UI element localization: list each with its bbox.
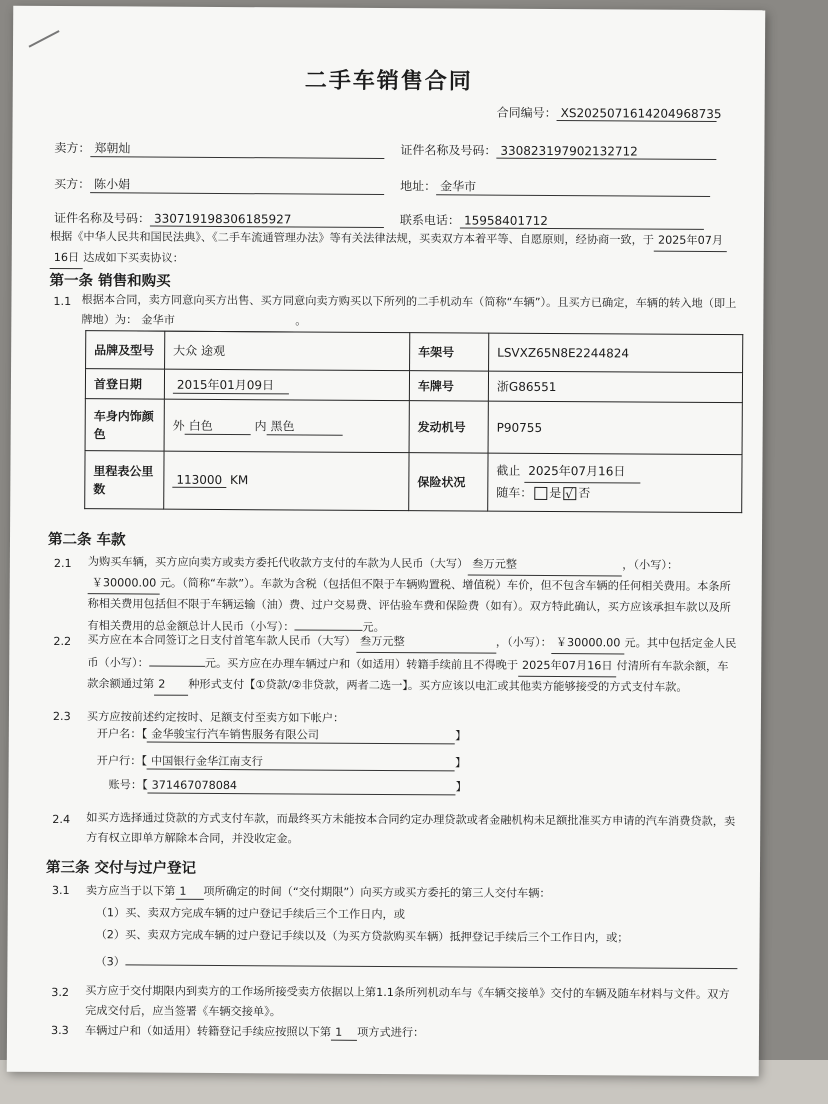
- vehicle-table: [84, 330, 743, 513]
- clause-3-1: 卖方应当于以下第 1 项所确定的时间（“交付期限”）向买方或买方委托的第三人交付车辆：: [85, 884, 551, 901]
- plate-value: 浙G86551: [488, 371, 742, 403]
- first-payment-amount: ￥30000.00: [552, 633, 625, 654]
- brand-label: 品牌及型号: [86, 331, 165, 369]
- account-name-row: 开户名：【 金华骏宝行汽车销售服务有限公司 】: [96, 727, 467, 743]
- first-payment-in-words: 叁万元整: [356, 632, 496, 654]
- delivery-option: 1: [175, 885, 203, 900]
- payment-option: 2: [154, 675, 188, 696]
- article-2-heading: 第二条 车款: [47, 531, 126, 549]
- sign-date-month: 2025年07月: [654, 231, 727, 252]
- document-title: 二手车销售合同: [304, 68, 473, 95]
- delivery-option-3-blank: [125, 950, 737, 969]
- color-label: 车身内饰颜色: [85, 399, 164, 451]
- article-1-heading: 第一条 销售和购买: [49, 272, 171, 290]
- mileage-cell: 113000 KM: [164, 451, 409, 510]
- clause-2-4-number: 2.4: [52, 812, 71, 827]
- clause-1-1-number: 1.1: [53, 294, 72, 309]
- buyer-id-number: 330719198306185927: [150, 212, 384, 228]
- clause-3-3: 车辆过户和（如适用）转籍登记手续应按照以下第 1 项方式进行：: [84, 1024, 425, 1040]
- seller-id-field: 证件名称及号码： 330823197902132712: [400, 141, 716, 160]
- contract-number-value: XS2025071614204968735: [557, 106, 717, 122]
- clause-2-3-number: 2.3: [52, 709, 71, 724]
- clause-3-2-number: 3.2: [51, 985, 70, 1000]
- delivery-option-2: （2）买、卖双方完成车辆的过户登记手续以及（为买方贷款购买车辆）抵押登记手续后三个工作日内，或；: [95, 928, 629, 945]
- account-number-row: 账号：【 371467078084 】: [108, 778, 467, 794]
- deposit-blank: [149, 652, 205, 667]
- seller-name: 郑朝灿: [90, 139, 384, 159]
- clause-3-1-number: 3.1: [51, 883, 70, 898]
- contract-number: 合同编号： XS2025071614204968735: [496, 105, 722, 122]
- sign-date-day: 16日: [50, 248, 84, 269]
- seller-id-number: 330823197902132712: [496, 144, 716, 160]
- brand-value: 大众 途观: [165, 331, 410, 370]
- clause-3-2: 买方应于交付期限内到卖方的工作场所接受卖方依据以上第1.1条所列机动车与《车辆交接单》交付的车辆及随车材料与文件。双方完成交付后，应当签署《车辆交接单》。: [85, 984, 730, 1019]
- transfer-option: 1: [331, 1026, 357, 1041]
- interior-color: 黑色: [267, 417, 343, 435]
- insurance-label: 保险状况: [409, 453, 488, 511]
- pen-mark: [29, 30, 60, 48]
- vin-label: 车架号: [410, 333, 489, 371]
- account-number: 371467078084: [148, 779, 456, 796]
- exterior-color: 白色: [185, 416, 251, 434]
- clause-1-1: 根据本合同，卖方同意向买方出售、买方同意向卖方购买以下所列的二手机动车（简称“车辆”）。且买方已确定，车辆的转入地（即上牌地）为： 金华市 。: [81, 290, 743, 335]
- clause-3-3-number: 3.3: [50, 1023, 69, 1038]
- delivery-option-1: （1）买、卖双方完成车辆的过户登记手续后三个工作日内，或: [95, 906, 405, 922]
- bank-name: 中国银行金华江南支行: [147, 753, 455, 772]
- engine-label: 发动机号: [409, 401, 488, 453]
- bank-row: 开户行：【 中国银行金华江南支行 】: [96, 754, 467, 770]
- insurance-until: 2025年07月16日: [524, 461, 640, 484]
- follow-yes-checkbox[interactable]: [534, 487, 547, 500]
- vin-value: LSVXZ65N8E2244824: [489, 333, 743, 373]
- regdate-cell: [164, 369, 409, 400]
- regdate-label: 首登日期: [85, 369, 164, 399]
- follow-no-checkbox[interactable]: [563, 487, 576, 500]
- address-field: 地址： 金华市: [400, 177, 710, 197]
- mileage-value: 113000: [172, 473, 226, 488]
- delivery-option-3: （3）: [95, 950, 737, 973]
- insurance-cell: 截止 2025年07月16日 随车： 是√ 否: [488, 453, 742, 513]
- clause-2-2: 买方应在本合同签订之日支付首笔车款人民币（大写） 叁万元整 ，（小写）： ￥30000.00 元。其中包括定金人民币（小写）： 元。买方应在办理车辆过户和（如适用）转籍手续前且不得晚于 2025年07月16日 付清所有车款余额，车款余额通过第 2 种形式支付【①贷款/②非贷款，两者二选一】。买方应该以电汇或其他卖方能够接受的方式支付车款。: [87, 633, 737, 694]
- buyer-id-field: 证件名称及号码： 330719198306185927: [54, 209, 384, 228]
- balance-due-date: 2025年07月16日: [518, 656, 617, 678]
- price-amount: ￥30000.00: [88, 573, 160, 594]
- clause-2-3: 买方应按前述约定按时、足额支付至卖方如下帐户：: [86, 710, 345, 725]
- seller-field: 卖方： 郑朝灿: [54, 139, 384, 159]
- clause-2-1: 为购买车辆，买方应向卖方或卖方委托代收款方支付的车款为人民币（大写） 叁万元整 ，（小写）：￥30000.00 元。（简称“车款”）。车款为含税（包括但不限于车辆购置税、增值税）车价，但不包含车辆的任何相关费用。本条所称相关费用包括但不限于车辆运输（油）费、过户交易费、评估验车费和保险费（如有）。双方特此确认，买方应该承担车款以及所有相关费用的总金额总计人民币（小写）： 元。: [87, 555, 731, 634]
- phone-field: 联系电话： 15958401712: [400, 211, 704, 230]
- clause-2-2-number: 2.2: [53, 634, 72, 649]
- engine-value: P90755: [488, 401, 742, 455]
- regdate-value: 2015年01月09日: [173, 375, 289, 394]
- account-name: 金华骏宝行汽车销售服务有限公司: [147, 726, 455, 745]
- mileage-label: 里程表公里数: [85, 451, 164, 509]
- article-3-heading: 第三条 交付与过户登记: [45, 859, 197, 877]
- preamble: 根据《中华人民共和国民法典》、《二手车流通管理办法》等有关法律法规，买卖双方本着平等、自愿原则，经协商一致，于 2025年07月 16日 达成如下买卖协议：: [50, 227, 740, 273]
- plate-label: 车牌号: [409, 371, 488, 401]
- registration-place: 金华市: [137, 310, 295, 332]
- price-in-words: 叁万元整: [468, 555, 622, 577]
- clause-2-4: 如买方选择通过贷款的方式支付车款，而最终买方未能按本合同约定办理贷款或者金融机构未足额批准买方申请的汽车消费贷款，卖方有权立即单方解除本合同，并没收定金。: [86, 811, 736, 846]
- buyer-phone: 15958401712: [460, 213, 704, 229]
- total-amount-blank: [294, 615, 362, 630]
- color-cell: 外 白色 内 黑色: [164, 399, 409, 452]
- buyer-field: 买方： 陈小娟: [54, 175, 384, 195]
- buyer-address: 金华市: [436, 177, 710, 197]
- contract-page: [7, 6, 765, 1077]
- clause-2-1-number: 2.1: [53, 556, 72, 571]
- buyer-name: 陈小娟: [90, 175, 384, 195]
